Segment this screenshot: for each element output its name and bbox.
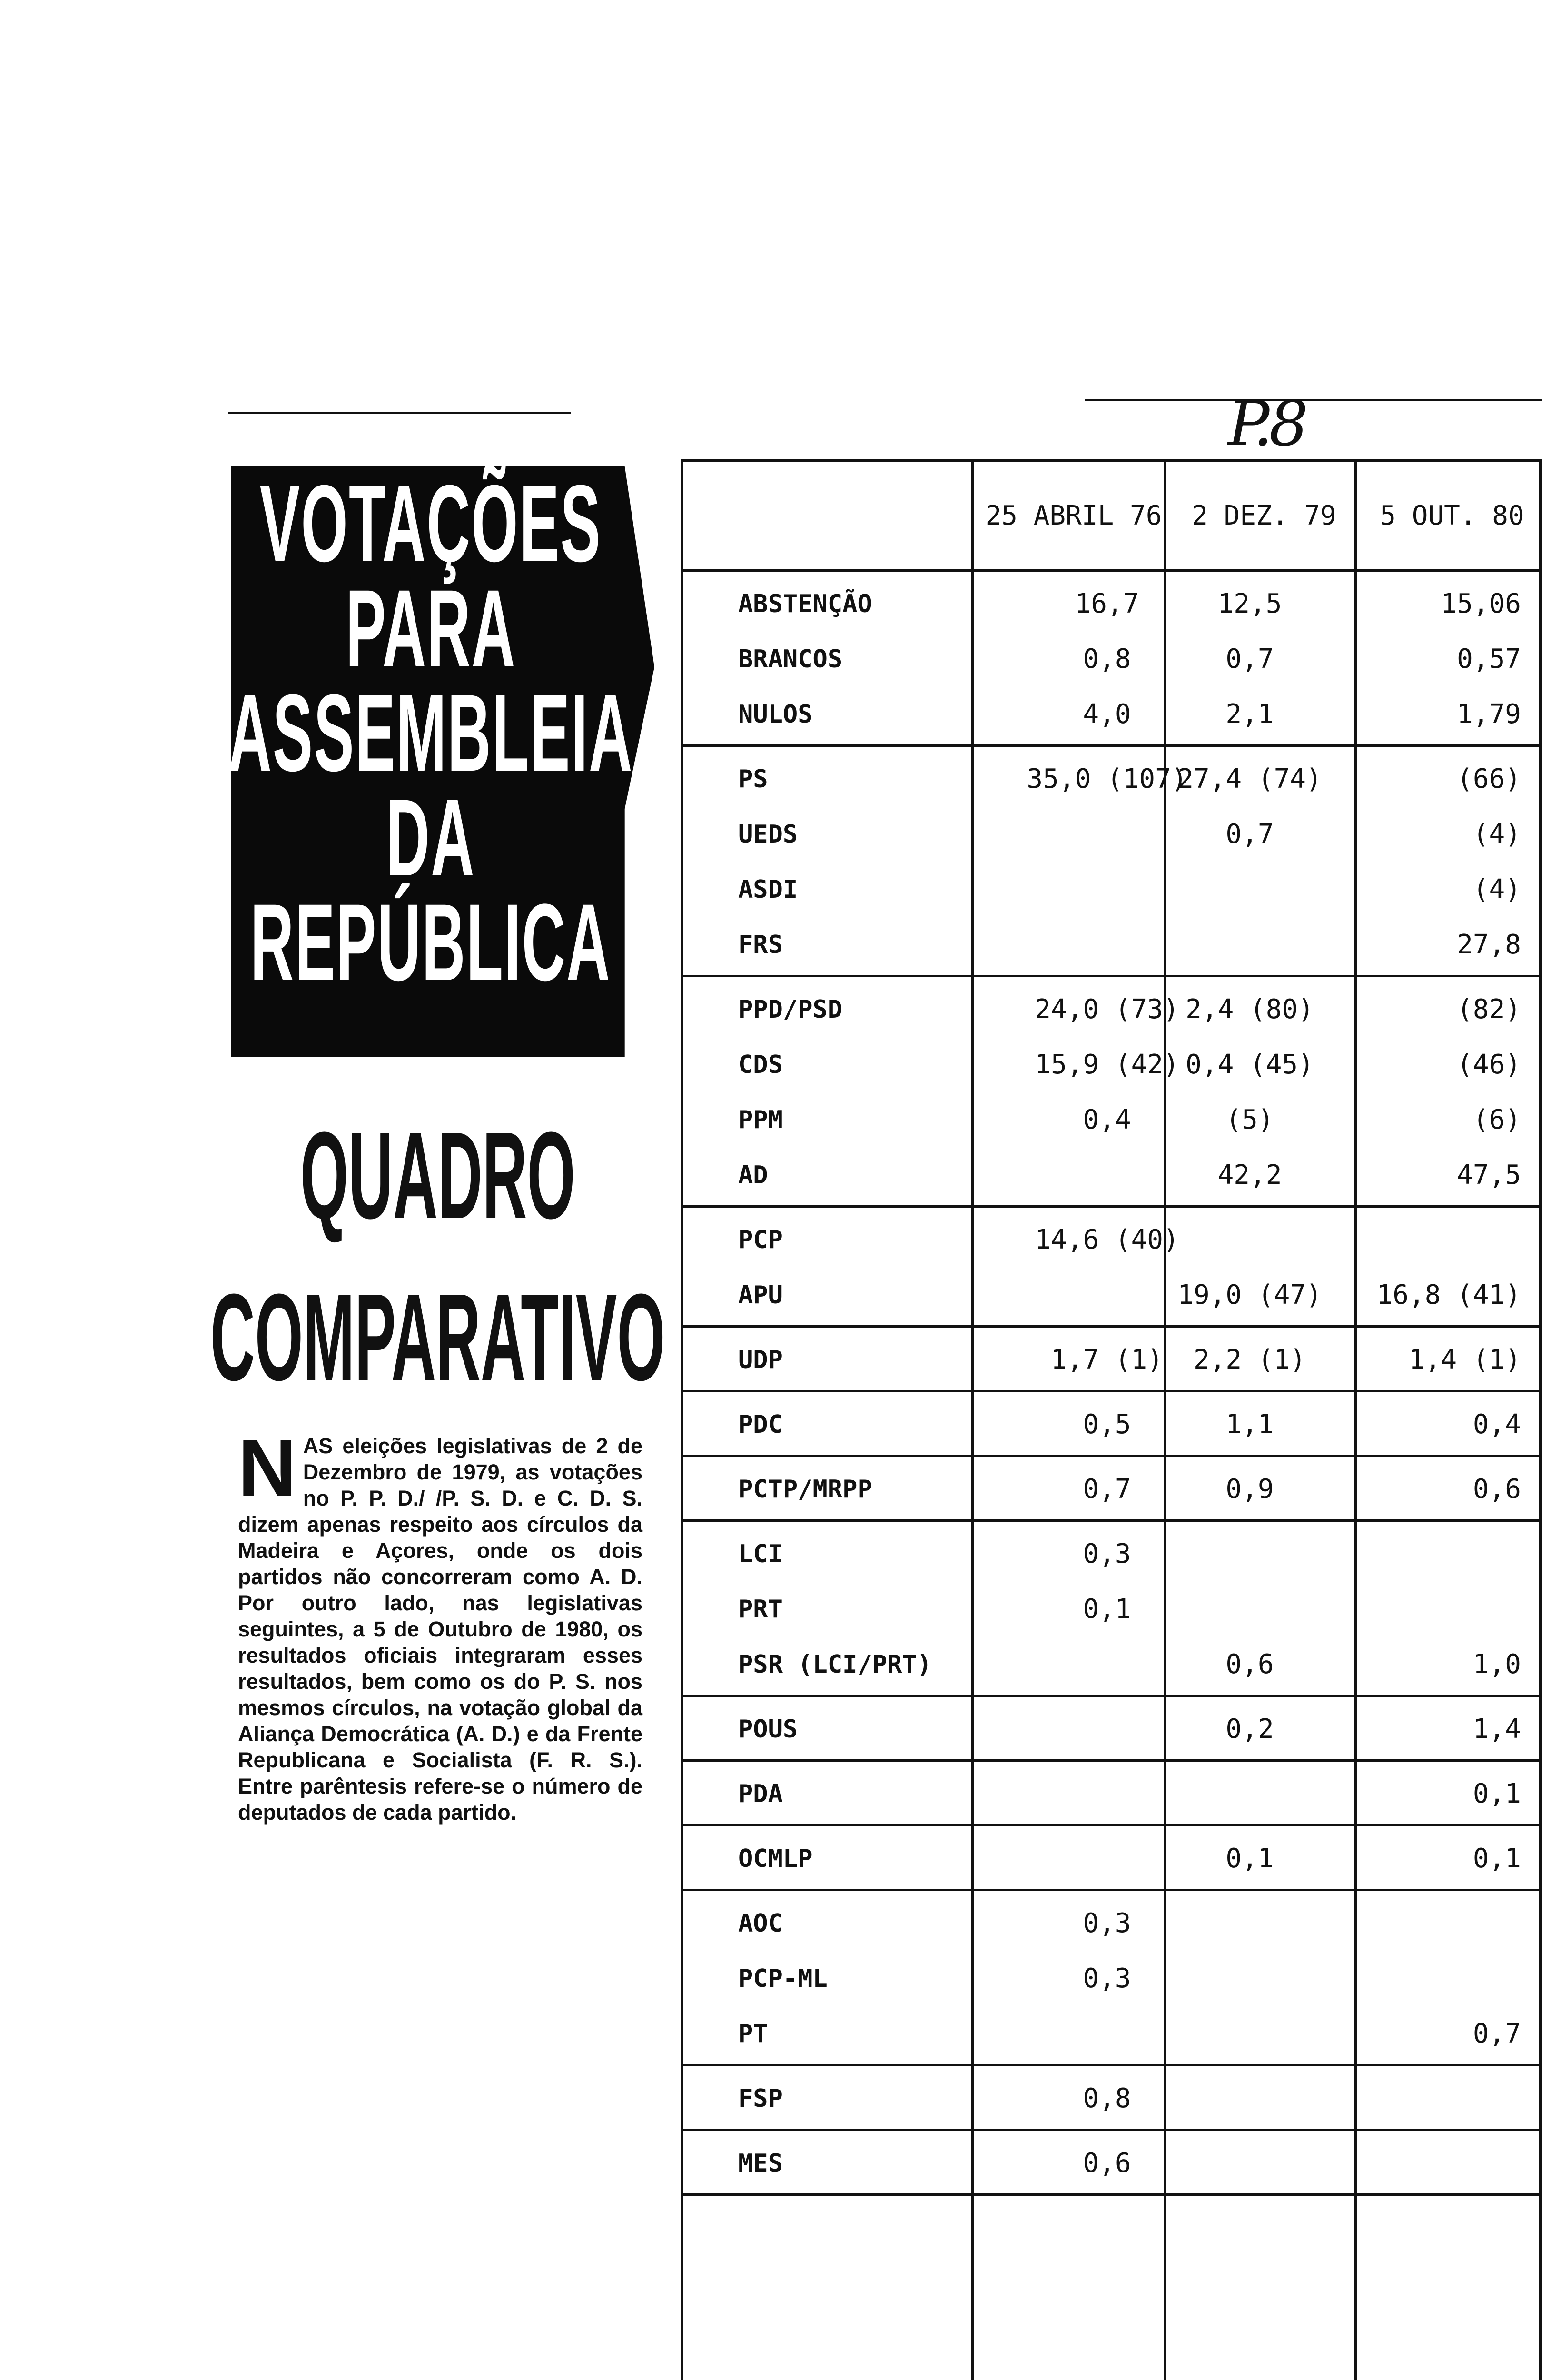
value-1979: 0,6 [1225, 1649, 1274, 1680]
column-header-1980: 5 OUT. 80 [1380, 500, 1524, 531]
value-1979: 27,4 (74) [1177, 764, 1322, 794]
value-1979: 12,5 [1217, 588, 1282, 619]
subtitle [210, 1095, 665, 1418]
table-header [683, 462, 1539, 572]
value-1979: 1,1 [1225, 1409, 1274, 1440]
table-group [683, 1697, 1539, 1762]
table-group [683, 2131, 1539, 2196]
value-1976: 0,5 [1083, 1409, 1131, 1440]
value-1979: 2,1 [1225, 699, 1274, 730]
party-cell: BRANCOS [738, 645, 843, 674]
value-1980: (46) [1457, 1049, 1521, 1080]
party-cell: PPD/PSD [738, 995, 843, 1024]
value-1976: 0,1 [1083, 1594, 1131, 1625]
article-body [238, 1423, 642, 1825]
table-group [683, 1208, 1539, 1328]
value-1976: 24,0 (73) [1035, 994, 1179, 1025]
table-group [683, 1826, 1539, 1891]
table-row [683, 917, 1539, 972]
party-cell: APU [738, 1281, 783, 1309]
table-group [683, 1457, 1539, 1522]
column-header-1976: 25 ABRIL 76 [985, 500, 1162, 531]
party-cell: ABSTENÇÃO [738, 590, 872, 618]
headline-line: ASSEMBLEIA [228, 672, 633, 794]
value-1979: 0,7 [1225, 819, 1274, 850]
value-1976: 0,6 [1083, 2148, 1131, 2179]
table-row [683, 1582, 1539, 1637]
table-row [683, 1527, 1539, 1582]
table-row [683, 2136, 1539, 2191]
value-1976: 0,8 [1083, 2083, 1131, 2114]
table-row [683, 982, 1539, 1037]
value-1980: 27,8 [1457, 929, 1521, 960]
value-1979: 42,2 [1217, 1160, 1282, 1190]
value-1979: 2,4 (80) [1186, 994, 1314, 1025]
table-row [683, 1212, 1539, 1268]
table-row [683, 687, 1539, 742]
party-cell: PCTP/MRPP [738, 1475, 872, 1504]
table-row [683, 807, 1539, 862]
table-group [683, 1522, 1539, 1697]
party-cell: PT [738, 2020, 768, 2048]
value-1980: 47,5 [1457, 1160, 1521, 1190]
table-group [683, 1392, 1539, 1457]
comparison-table [681, 459, 1542, 2380]
value-1976: 16,7 [1075, 588, 1139, 619]
headline-line: PARA [346, 567, 516, 689]
table-row [683, 1896, 1539, 1951]
headline-line: VOTAÇÕES [259, 462, 602, 585]
table-row [683, 1702, 1539, 1757]
party-cell: FSP [738, 2084, 783, 2113]
party-cell: PDC [738, 1410, 783, 1439]
subtitle-line: QUADRO [300, 1107, 575, 1245]
value-1976: 0,8 [1083, 644, 1131, 674]
table-group [683, 1328, 1539, 1392]
value-1979: 0,1 [1225, 1843, 1274, 1874]
table-row [683, 1637, 1539, 1692]
value-1976: 15,9 (42) [1035, 1049, 1179, 1080]
top-rule-left [228, 412, 571, 414]
value-1980: 0,1 [1472, 1843, 1521, 1874]
value-1979: 0,9 [1225, 1474, 1274, 1505]
handwritten-page-mark: P.8 [1228, 387, 1305, 460]
table-row [683, 632, 1539, 687]
value-1980: 0,7 [1472, 2018, 1521, 2049]
table-group [683, 2066, 1539, 2131]
table-row [683, 1831, 1539, 1886]
party-cell: PCP [738, 1226, 783, 1254]
table-group [683, 977, 1539, 1208]
value-1980: (82) [1457, 994, 1521, 1025]
table-group [683, 747, 1539, 977]
table-group [683, 1762, 1539, 1826]
value-1980: 1,4 [1472, 1714, 1521, 1745]
table-row [683, 576, 1539, 632]
table-row [683, 862, 1539, 917]
column-header-1979: 2 DEZ. 79 [1192, 500, 1336, 531]
value-1980: (6) [1472, 1104, 1521, 1135]
value-1980: 15,06 [1441, 588, 1521, 619]
value-1976: 35,0 (107) [1027, 764, 1187, 794]
table-row [683, 1332, 1539, 1388]
party-cell: NULOS [738, 700, 813, 729]
party-cell: PSR (LCI/PRT) [738, 1650, 932, 1679]
subtitle-line: COMPARATIVO [210, 1269, 665, 1407]
table-row [683, 1148, 1539, 1203]
value-1980: 0,57 [1457, 644, 1521, 674]
value-1980: (4) [1472, 819, 1521, 850]
table-row [683, 752, 1539, 807]
party-cell: CDS [738, 1051, 783, 1079]
table-row [683, 1462, 1539, 1517]
table-row [683, 2006, 1539, 2062]
party-cell: UDP [738, 1346, 783, 1374]
table-row [683, 1092, 1539, 1148]
value-1976: 14,6 (40) [1035, 1224, 1179, 1255]
value-1976: 0,3 [1083, 1538, 1131, 1569]
party-cell: PS [738, 765, 768, 793]
value-1976: 1,7 (1) [1050, 1344, 1163, 1375]
party-cell: AD [738, 1161, 768, 1190]
value-1980: 1,79 [1457, 699, 1521, 730]
party-cell: PDA [738, 1780, 783, 1808]
value-1980: 0,4 [1472, 1409, 1521, 1440]
party-cell: PRT [738, 1595, 783, 1624]
party-cell: PPM [738, 1106, 783, 1134]
party-cell: UEDS [738, 820, 798, 849]
value-1980: (66) [1457, 764, 1521, 794]
value-1979: 19,0 (47) [1177, 1279, 1322, 1310]
value-1979: 0,7 [1225, 644, 1274, 674]
value-1976: 0,4 [1083, 1104, 1131, 1135]
value-1980: (4) [1472, 874, 1521, 905]
headline-line: DA [386, 776, 475, 899]
value-1979: (5) [1225, 1104, 1274, 1135]
headline-line: REPÚBLICA [250, 881, 611, 1003]
dropcap: N [238, 1423, 296, 1513]
value-1980: 1,4 (1) [1408, 1344, 1521, 1375]
value-1976: 0,3 [1083, 1963, 1131, 1994]
table-row [683, 1397, 1539, 1452]
party-cell: POUS [738, 1715, 798, 1744]
value-1979: 0,2 [1225, 1714, 1274, 1745]
headline [228, 462, 633, 1003]
party-cell: FRS [738, 931, 783, 959]
table-row [683, 2071, 1539, 2126]
value-1980: 0,1 [1472, 1778, 1521, 1809]
value-1976: 4,0 [1083, 699, 1131, 730]
party-cell: LCI [738, 1540, 783, 1568]
table-row [683, 1268, 1539, 1323]
party-cell: ASDI [738, 875, 798, 904]
value-1976: 0,3 [1083, 1908, 1131, 1939]
table-row [683, 1037, 1539, 1092]
table-group [683, 572, 1539, 747]
party-cell: OCMLP [738, 1844, 813, 1873]
value-1979: 2,2 (1) [1193, 1344, 1306, 1375]
value-1980: 1,0 [1472, 1649, 1521, 1680]
value-1976: 0,7 [1083, 1474, 1131, 1505]
table-row [683, 1951, 1539, 2006]
table-row [683, 1766, 1539, 1822]
value-1979: 0,4 (45) [1186, 1049, 1314, 1080]
party-cell: PCP-ML [738, 1964, 828, 1993]
party-cell: AOC [738, 1909, 783, 1938]
value-1980: 0,6 [1472, 1474, 1521, 1505]
value-1980: 16,8 (41) [1376, 1279, 1521, 1310]
article-text: AS eleições legislativas de 2 de Dezembro de 1979, as votações no P. P. D./ /P. S. D. e C. D. S. dizem apenas respeito aos círculos da Madeira e Açores, onde os dois partidos não concorreram como A. D. Por outro lado, nas legislativas seguintes, a 5 de Outubro de 1980, os resultados oficiais integraram esses resultados, bem como os do P. S. nos mesmos círculos, na votação global da Aliança Democrática (A. D.) e da Frente Republicana e Socialista (F. R. S.). Entre parêntesis refere-se o número de deputados de cada partido. [238, 1434, 642, 1825]
table-group [683, 1891, 1539, 2066]
party-cell: MES [738, 2149, 783, 2178]
